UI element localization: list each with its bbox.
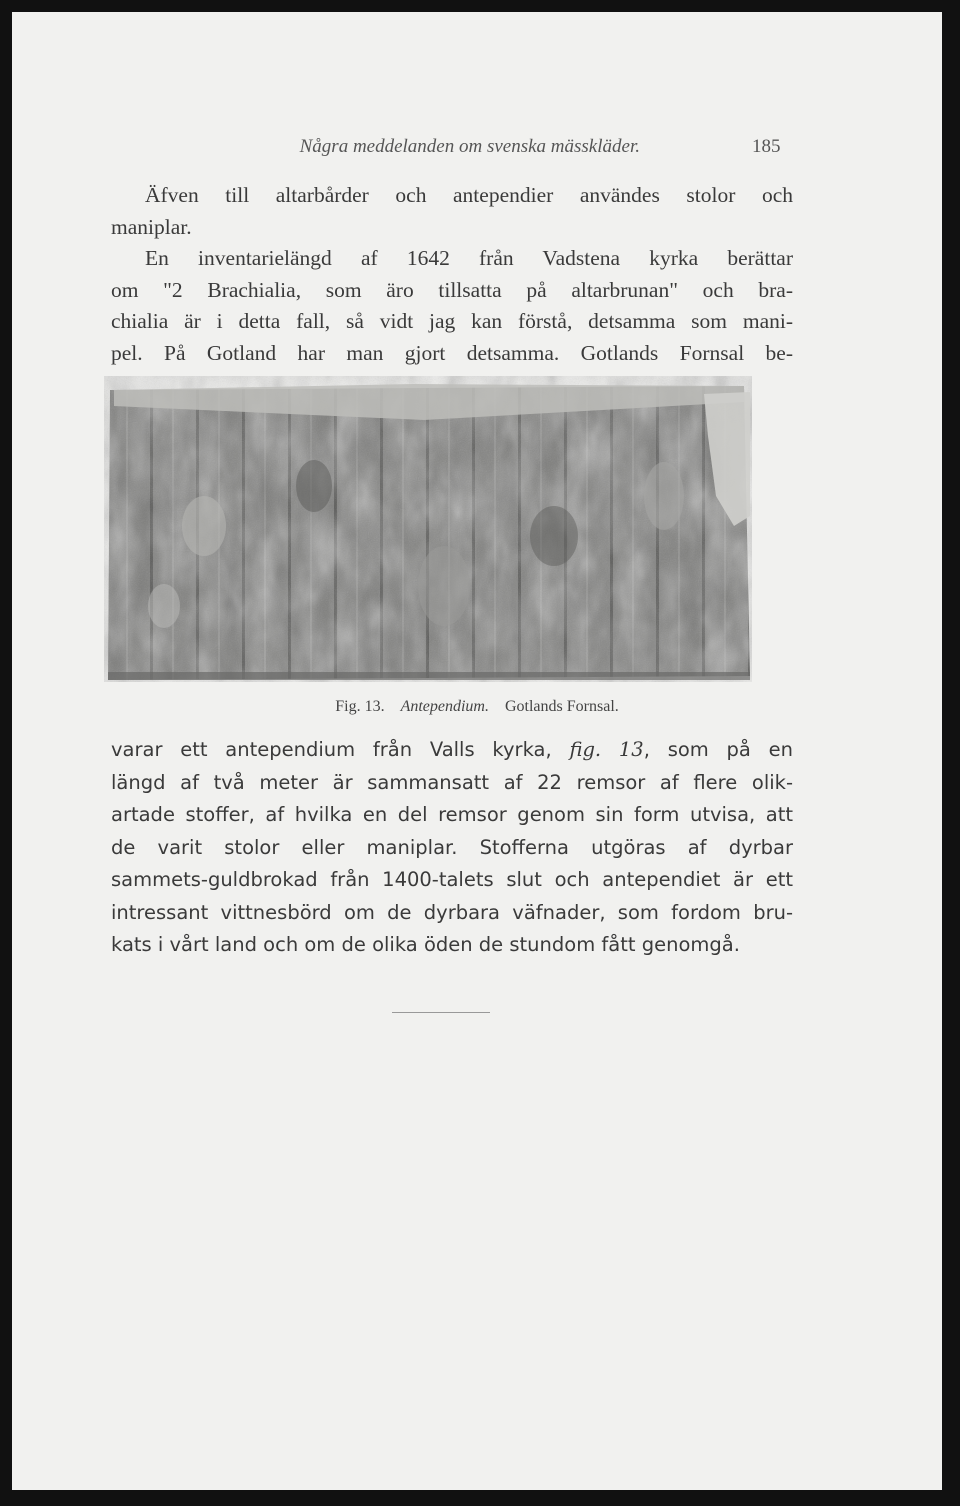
text-fragment: , som på en (643, 738, 793, 761)
page-number: 185 (752, 136, 781, 157)
text-line (111, 734, 793, 767)
text-line: chialia är i detta fall, så vidt jag kan förstå, detsamma som mani- (111, 309, 793, 333)
text-line: längd af två meter är sammansatt af 22 remsor af flere olik- (111, 770, 793, 794)
paragraph-3 (111, 734, 793, 962)
text-line: intressant vittnesbörd om de dyrbara väfnader, som fordom bru- (111, 900, 793, 924)
figure-title: Antependium. (400, 698, 489, 715)
book-page (12, 12, 942, 1490)
figure-reference: fig. 13 (569, 738, 644, 761)
text-line: artade stoffer, af hvilka en del remsor genom sin form utvisa, att (111, 803, 793, 826)
running-title: Några meddelanden om svenska mässkläder. (299, 136, 640, 157)
page-header (12, 136, 942, 166)
figure-caption (12, 698, 942, 716)
text-line: sammets-guldbrokad från 1400-talets slut och antependiet är ett (111, 868, 793, 891)
text-fragment: varar ett antependium från Valls kyrka, (111, 738, 570, 761)
text-line: Äfven till altarbårder och antependier användes stolor och (145, 183, 793, 207)
figure-number: Fig. 13. (335, 698, 385, 715)
text-line: om "2 Brachialia, som äro tillsatta på altarbrunan" och bra- (111, 277, 793, 302)
figure-source: Gotlands Fornsal. (504, 698, 619, 715)
paragraph-1 (111, 180, 793, 243)
text-line: kats i vårt land och om de olika öden de stundom fått genomgå. (111, 933, 740, 956)
section-divider (392, 1012, 490, 1013)
text-line: En inventarielängd af 1642 från Vadstena kyrka berättar (145, 246, 793, 270)
text-line: pel. På Gotland har man gjort detsamma. Gotlands Fornsal be- (111, 340, 793, 365)
text-line: maniplar. (111, 214, 192, 239)
antependium-photo (104, 376, 752, 682)
text-line: de varit stolor eller maniplar. Stofferna utgöras af dyrbar (111, 835, 793, 859)
paragraph-2 (111, 243, 793, 369)
